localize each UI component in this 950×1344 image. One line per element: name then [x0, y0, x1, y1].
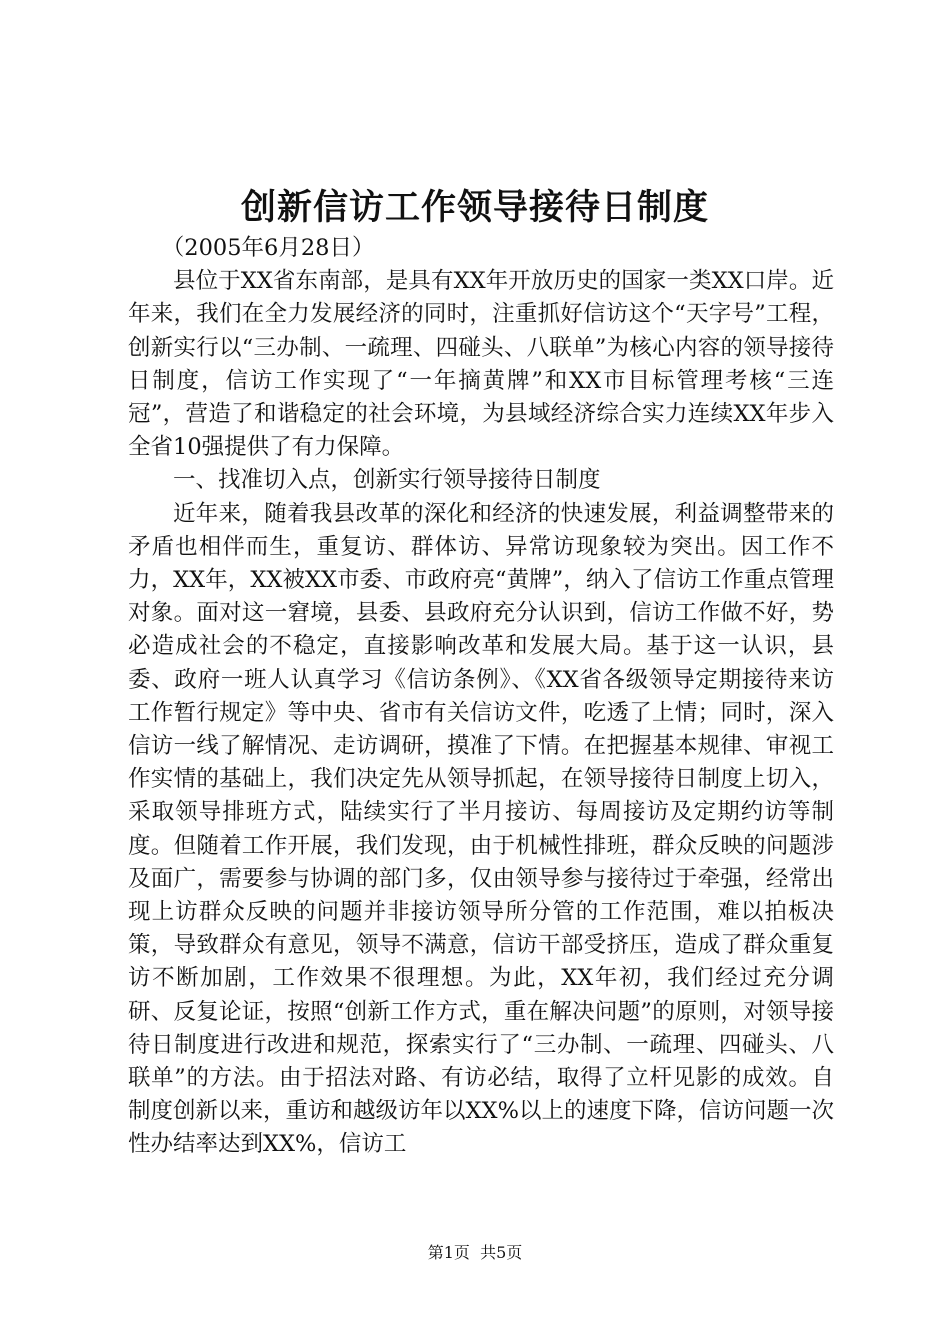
section-heading-1: 一、找准切入点，创新实行领导接待日制度	[173, 467, 601, 494]
document-title: 创新信访工作领导接待日制度	[240, 187, 709, 228]
paragraph-intro: 县位于XX省东南部，是具有XX年开放历史的国家一类XX口岸。近年来，我们在全力发展经济的同时，注重抓好信访这个“天字号”工程，创新实行以“三办制、一疏理、四碰头、八联单”为核心内容的领导接待日制度，信访工作实现了“一年摘黄牌”和XX市目标管理考核“三连冠”，营造了和谐稳定的社会环境，为县域经济综合实力连续XX年步入全省10强提供了有力保障。	[128, 268, 834, 461]
page-footer	[0, 1243, 950, 1263]
page-number: 第1页 共5页	[427, 1243, 523, 1262]
date-line: （2005年6月28日）	[161, 235, 375, 261]
document-body	[128, 232, 834, 1162]
paragraph-section-1: 近年来，随着我县改革的深化和经济的快速发展，利益调整带来的矛盾也相伴而生，重复访、群体访、异常访现象较为突出。因工作不力，XX年，XX被XX市委、市政府亮“黄牌”，纳入了信访工作重点管理对象。面对这一窘境，县委、县政府充分认识到，信访工作做不好，势必造成社会的不稳定，直接影响改革和发展大局。基于这一认识，县委、政府一班人认真学习《信访条例》、《XX省各级领导定期接待来访工作暂行规定》等中央、省市有关信访文件，吃透了上情；同时，深入信访一线了解情况、走访调研，摸准了下情。在把握基本规律、审视工作实情的基础上，我们决定先从领导抓起，在领导接待日制度上切入，采取领导排班方式，陆续实行了半月接访、每周接访及定期约访等制度。但随着工作开展，我们发现，由于机械性排班，群众反映的问题涉及面广，需要参与协调的部门多，仅由领导参与接待过于牵强，经常出现上访群众反映的问题并非接访领导所分管的工作范围，难以拍板决策，导致群众有意见，领导不满意，信访干部受挤压，造成了群众重复访不断加剧，工作效果不很理想。为此，XX年初，我们经过充分调研、反复论证，按照“创新工作方式，重在解决问题”的原则，对领导接待日制度进行改进和规范，探索实行了“三办制、一疏理、四碰头、八联单”的方法。由于招法对路、有访必结，取得了立杆见影的成效。自制度创新以来，重访和越级访年以XX%以上的速度下降，信访问题一次性办结率达到XX%，信访工	[128, 500, 834, 1158]
